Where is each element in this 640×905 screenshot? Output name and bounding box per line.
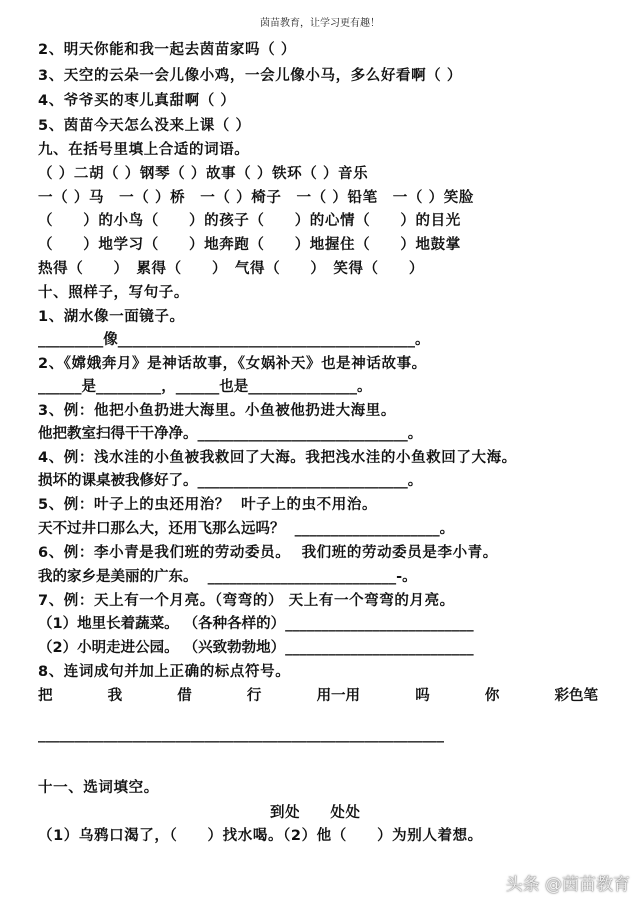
text-line: 2、明天你能和我一起去茵苗家吗（ ） [38,42,296,58]
text-line: 5、茵苗今天怎么没来上课（ ） [38,118,251,134]
text-line: 热得（ ） 累得（ ） 气得（ ） 笑得（ ） [38,261,424,277]
word: 用一用 [316,688,361,704]
watermark: 头条 @茵苗教育 [505,875,630,895]
text-line: （2）小明走进公园。 （兴致勃勃地）__________________________ [38,640,474,656]
text-line: （ ）的小鸟（ ）的孩子（ ）的心情（ ）的目光 [38,213,461,229]
section-heading: 十一、选词填空。 [38,780,159,796]
section-heading: 九、在括号里填上合适的词语。 [38,142,250,158]
text-line: 一（ ）马 一（ ）桥 一（ ）椅子 一（ ）铅笔 一（ ）笑脸 [38,190,474,206]
word: 吗 [415,688,430,704]
word: 借 [177,688,192,704]
text-line: 5、例：叶子上的虫还用治？ 叶子上的虫不用治。 [38,497,378,513]
text-line: 6、例：李小青是我们班的劳动委员。 我们班的劳动委员是李小青。 [38,545,498,561]
word: 彩色笔 [554,688,598,704]
text-line: （1）地里长着蔬菜。 （各种各样的）__________________________ [38,616,474,632]
text-line: （ ）二胡（ ）钢琴（ ）故事（ ）铁环（ ）音乐 [38,166,369,182]
text-line: 他把教室扫得干干净净。_____________________________。 [38,426,423,442]
section-heading: 十、照样子，写句子。 [38,285,189,301]
word: 行 [246,688,262,704]
text-line: 损坏的课桌被我修好了。_____________________________。 [38,473,423,489]
text-line: 8、连词成句并加上正确的标点符号。 [38,664,291,680]
word-choices: 到处 处处 [270,805,361,821]
word-list [38,684,598,705]
text-line: 4、爷爷买的枣儿真甜啊（ ） [38,93,236,109]
text-line: 天不过井口那么大，还用飞那么远吗？ ____________________。 [38,521,455,537]
text-line: 7、例：天上有一个月亮。（弯弯的） 天上有一个弯弯的月亮。 [38,593,455,609]
answer-blank: _________像_________________________________________。 [38,332,430,348]
text-line: 2、《嫦娥奔月》是神话故事，《女娲补天》也是神话故事。 [38,356,427,372]
text-line: 我的家乡是美丽的广东。 __________________________-。 [38,569,417,585]
page-header: 茵苗教育，让学习更有趣！ [260,18,380,29]
answer-blank: ______是_________，______也是_______________。 [38,379,372,395]
text-line: （ ）地学习（ ）地奔跑（ ）地握住（ ）地鼓掌 [38,237,461,253]
word: 把 [38,688,53,704]
text-line: 1、湖水像一面镜子。 [38,309,185,325]
word: 你 [484,688,500,704]
text-line: 3、天空的云朵一会儿像小鸡，一会儿像小马，多么好看啊（ ） [38,68,463,84]
word: 我 [107,688,123,704]
answer-blank: ________________________________________________________ [38,727,444,743]
text-line: 4、例：浅水洼的小鱼被我救回了大海。我把浅水洼的小鱼救回了大海。 [38,450,517,466]
text-line: 3、例：他把小鱼扔进大海里。小鱼被他扔进大海里。 [38,403,396,419]
text-line: （1）乌鸦口渴了，（ ）找水喝。（2）他（ ）为别人着想。 [38,828,483,844]
